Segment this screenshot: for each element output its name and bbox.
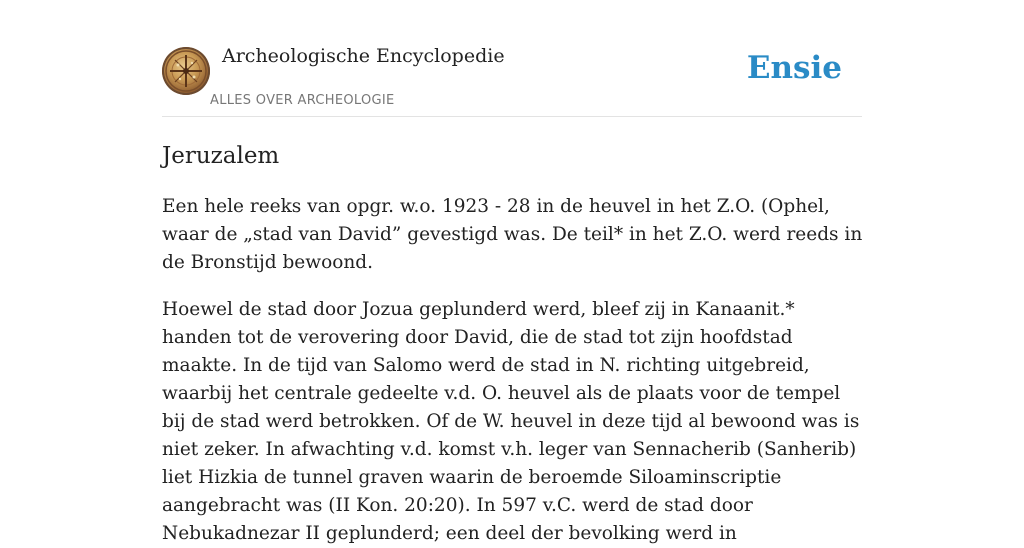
article-paragraph: Hoewel de stad door Jozua geplunderd werd, bleef zij in Kanaanit.* handen tot de verovering door David, die de stad tot zijn hoofdstad maakte. In de tijd van Salomo werd de stad in N. richting uitgebreid, waarbij het centrale gedeelte v.d. O. heuvel als de plaats voor de tempel bij de stad werd betrokken. Of de W. heuvel in deze tijd al bewoond was is niet zeker. In afwachting v.d. komst v.h. leger van Sennacherib (Sanherib) liet Hizkia de tunnel graven waarin de beroemde Siloaminscriptie aangebracht was (II Kon. 20:20). In 597 v.C. werd de stad door Nebukadnezar II geplunderd; een deel der bevolking werd in bbox=[162, 299, 860, 544]
content-container bbox=[162, 0, 862, 548]
article-paragraph: Een hele reeks van opgr. w.o. 1923 - 28 in de heuvel in het Z.O. (Ophel, waar de „stad van David” gevestigd was. De teil* in het Z.O. werd reeds in de Bronstijd bewoond. bbox=[162, 196, 863, 273]
logo-emblem bbox=[162, 47, 210, 95]
site-subtitle: ALLES OVER ARCHEOLOGIE bbox=[210, 93, 395, 108]
brand-logo[interactable]: Ensie bbox=[746, 50, 842, 86]
article bbox=[162, 141, 862, 548]
site-header bbox=[162, 0, 862, 117]
site-title[interactable]: Archeologische Encyclopedie bbox=[222, 45, 505, 67]
article-title: Jeruzalem bbox=[162, 143, 280, 169]
archeology-logo-icon[interactable] bbox=[162, 47, 210, 95]
